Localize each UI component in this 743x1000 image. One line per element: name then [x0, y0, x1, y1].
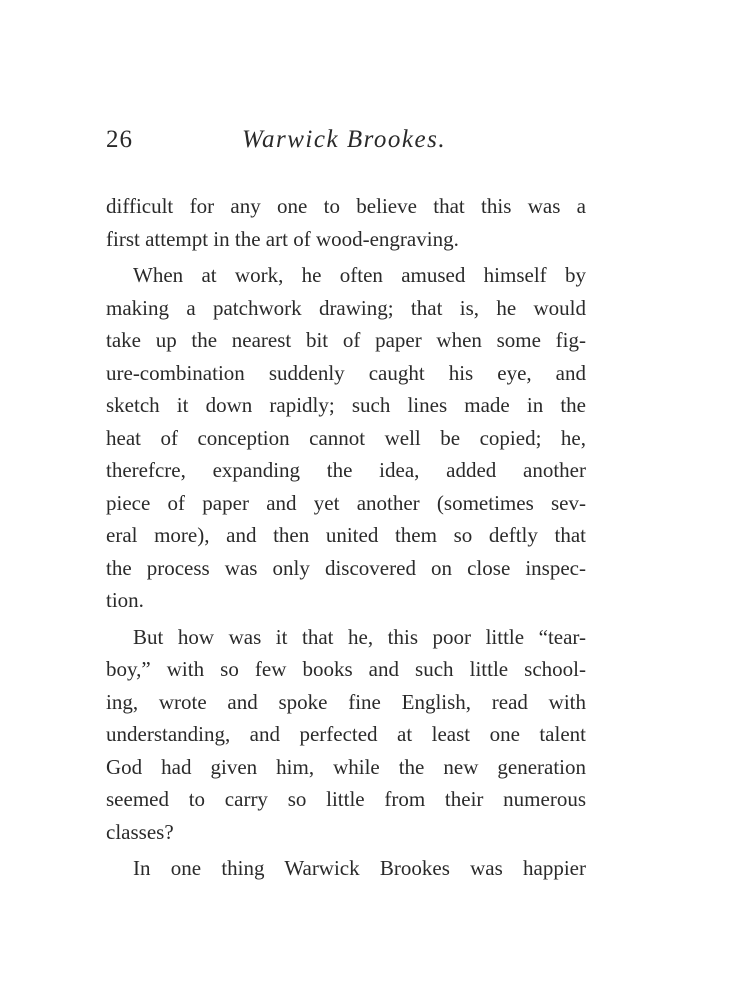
text-line: classes? [106, 819, 174, 844]
paragraph [106, 852, 586, 885]
text-line: therefcre, expanding the idea, added another [106, 458, 586, 482]
text-line: heat of conception cannot well be copied; he, [106, 425, 586, 450]
page-number: 26 [106, 126, 133, 153]
page-header [106, 126, 586, 160]
text-line: piece of paper and yet another (sometimes sev- [106, 490, 586, 515]
text-line: understanding, and perfected at least one talent [106, 722, 586, 746]
text-line: tion. [106, 588, 144, 612]
running-title: Warwick Brookes. [242, 126, 447, 153]
text-line: boy,” with so few books and such little school- [106, 657, 586, 681]
text-line: first attempt in the art of wood-engraving. [106, 226, 459, 251]
text-line: eral more), and then united them so deftly that [106, 523, 586, 547]
text-line: God had given him, while the new generation [106, 754, 586, 779]
text-line: difficult for any one to believe that this was a [106, 194, 586, 218]
paragraph [106, 190, 586, 255]
text-line: ure-combination suddenly caught his eye, and [106, 360, 586, 385]
text-line: When at work, he often amused himself by [133, 263, 586, 287]
paragraph [106, 621, 586, 849]
text-line: making a patchwork drawing; that is, he would [106, 295, 586, 320]
text-line: But how was it that he, this poor little “tear- [133, 624, 586, 649]
text-line: take up the nearest bit of paper when some fig- [106, 328, 586, 352]
text-line: ing, wrote and spoke fine English, read with [106, 689, 586, 714]
text-line: sketch it down rapidly; such lines made in the [106, 393, 586, 417]
text-line: the process was only discovered on close inspec- [106, 555, 586, 580]
body-text [106, 190, 586, 885]
text-line: seemed to carry so little from their numerous [106, 787, 586, 811]
text-line: In one thing Warwick Brookes was happier [133, 856, 586, 880]
paragraph [106, 259, 586, 617]
